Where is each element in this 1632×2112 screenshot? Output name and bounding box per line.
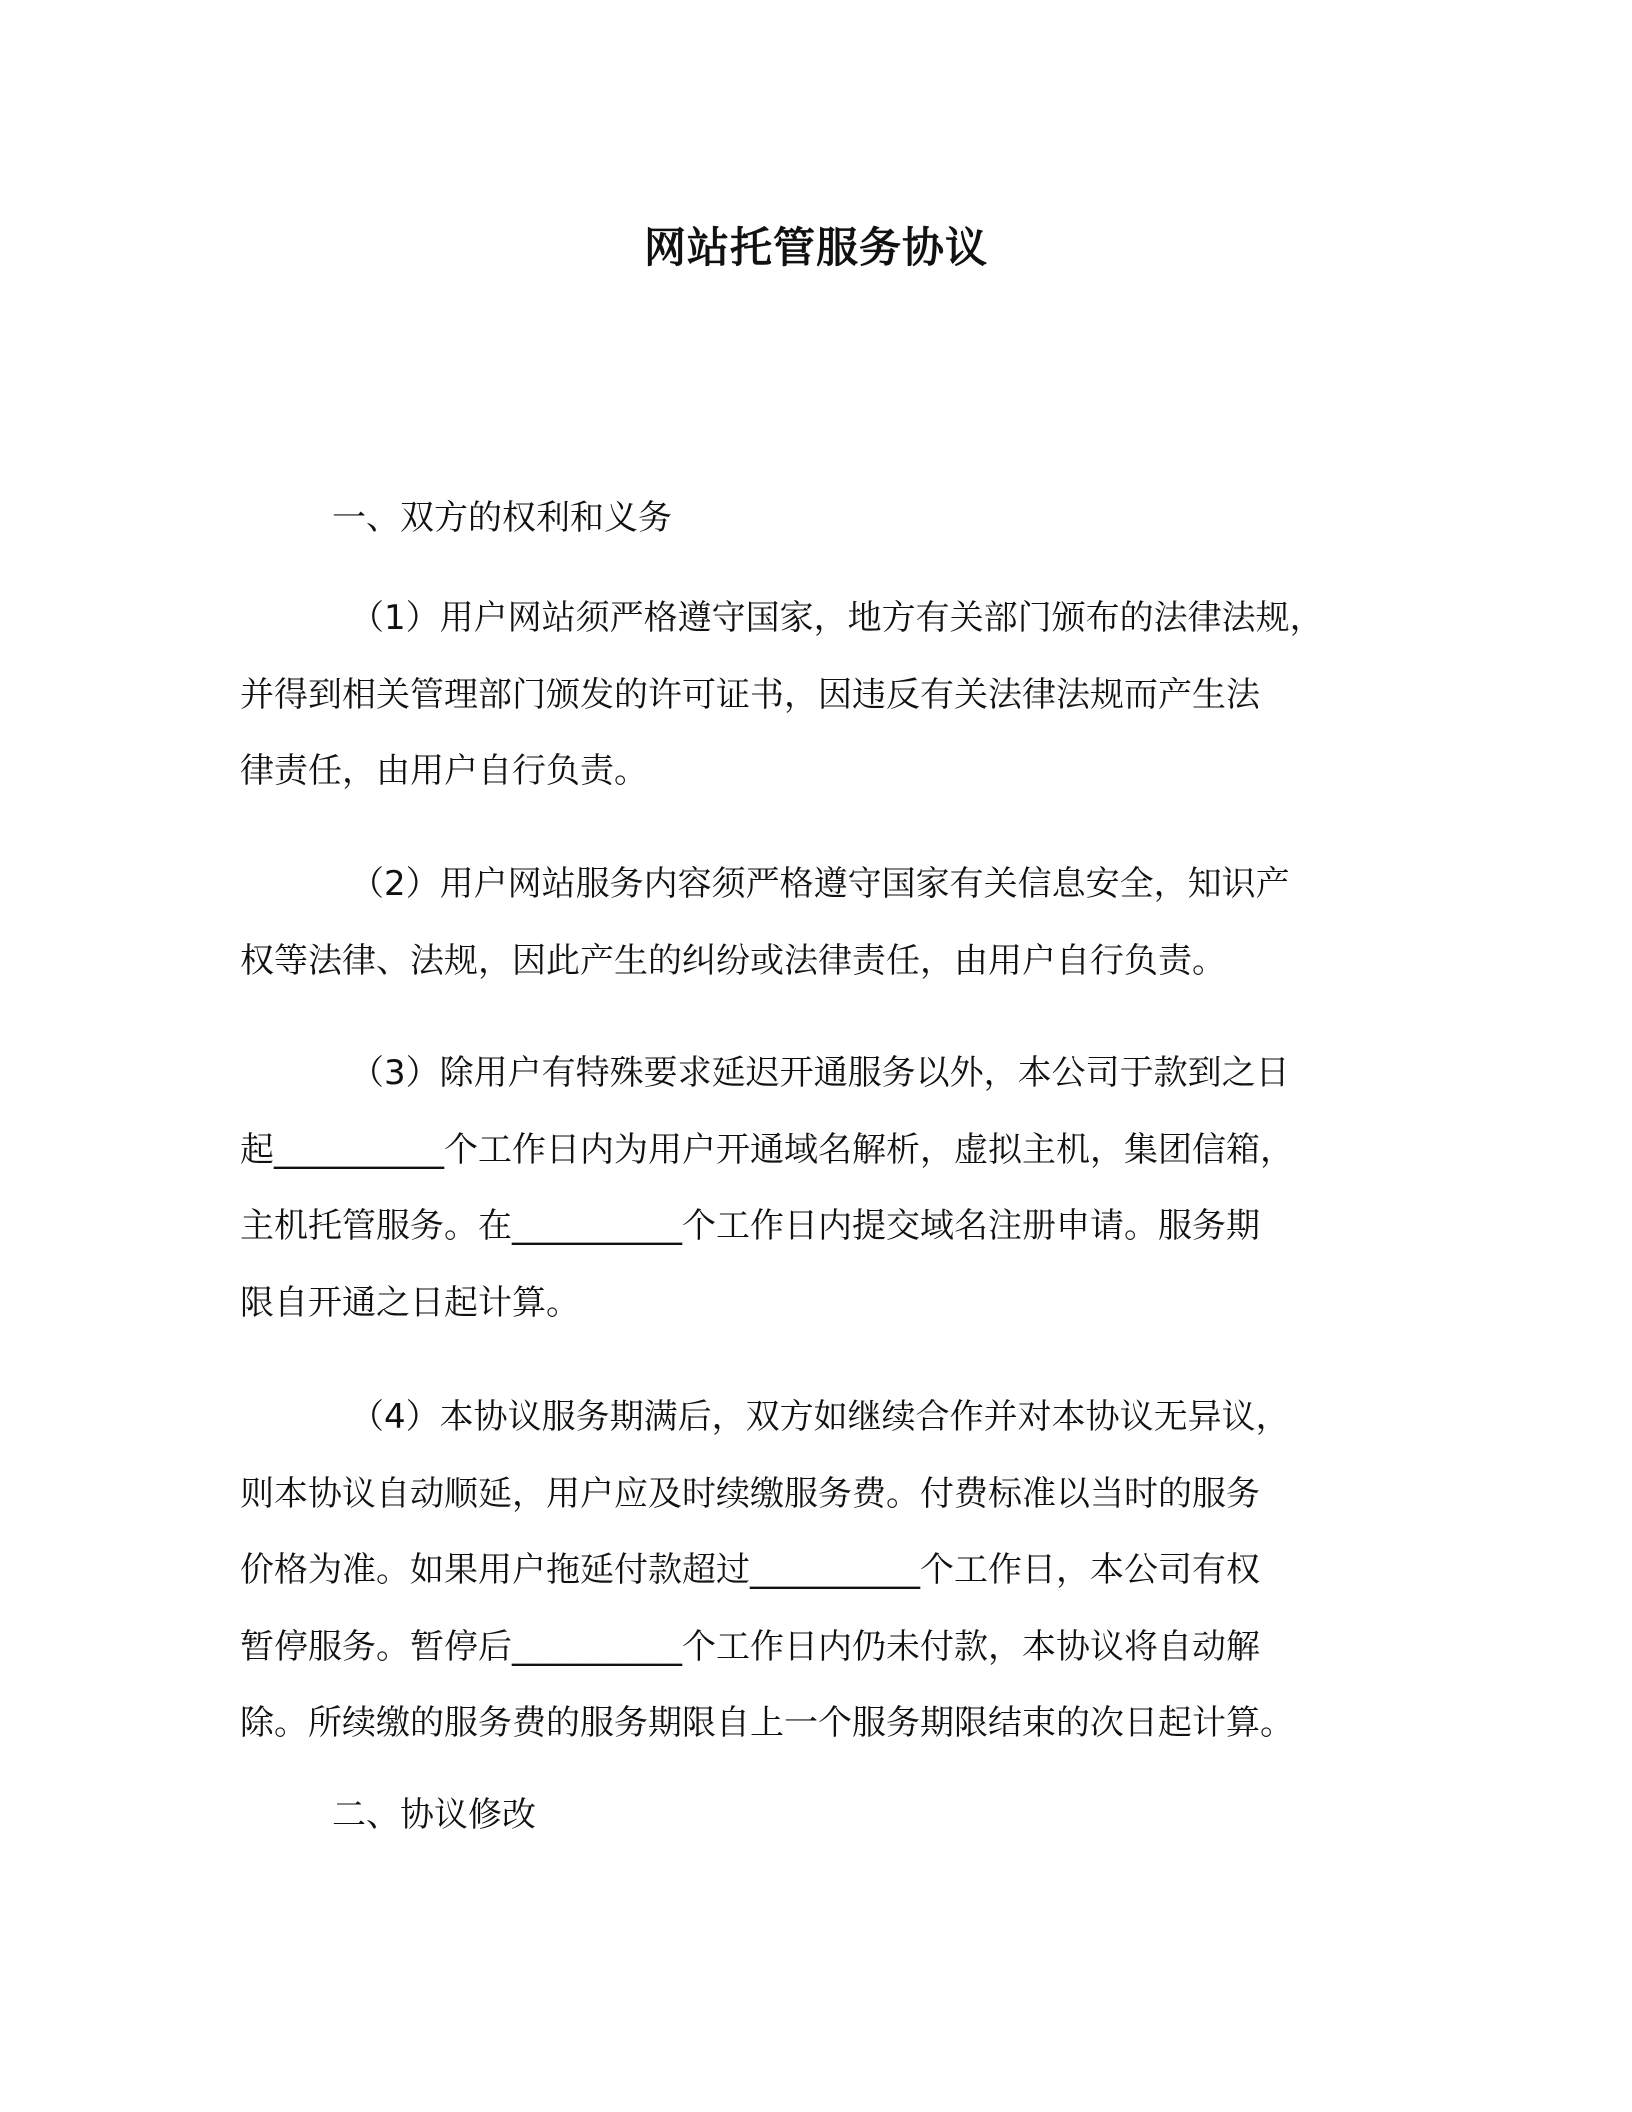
paragraph-line: （4）本协议服务期满后，双方如继续合作并对本协议无异议，	[350, 1397, 1290, 1437]
clause-2	[240, 846, 1392, 999]
clause-1	[240, 580, 1392, 810]
paragraph-line: （2）用户网站服务内容须严格遵守国家有关信息安全，知识产	[350, 864, 1290, 904]
paragraph-line: （3）除用户有特殊要求延迟开通服务以外，本公司于款到之日	[350, 1053, 1290, 1093]
paragraph-line: 限自开通之日起计算。	[240, 1282, 580, 1323]
paragraph-line: 价格为准。如果用户拖延付款超过__________个工作日，本公司有权	[240, 1550, 1260, 1590]
paragraph-line: 主机托管服务。在__________个工作日内提交域名注册申请。服务期	[240, 1206, 1260, 1246]
paragraph-line: （1）用户网站须严格遵守国家，地方有关部门颁布的法律法规，	[350, 598, 1324, 638]
paragraph-line: 律责任，由用户自行负责。	[240, 751, 648, 791]
paragraph-line: 起__________个工作日内为用户开通域名解析，虚拟主机，集团信箱，	[240, 1129, 1294, 1170]
paragraph-line: 权等法律、法规，因此产生的纠纷或法律责任，由用户自行负责。	[240, 940, 1226, 981]
section-heading-rights-obligations: 一、双方的权利和义务	[332, 498, 672, 538]
paragraph-line: 除。所续缴的服务费的服务期限自上一个服务期限结束的次日起计算。	[240, 1703, 1294, 1743]
clause-4	[240, 1379, 1392, 1762]
clause-3	[240, 1035, 1392, 1341]
document-title: 网站托管服务协议	[643, 223, 988, 272]
section-heading-agreement-modification: 二、协议修改	[332, 1795, 536, 1835]
paragraph-line: 并得到相关管理部门颁发的许可证书，因违反有关法律法规而产生法	[240, 674, 1260, 715]
paragraph-line: 暂停服务。暂停后__________个工作日内仍未付款，本协议将自动解	[240, 1626, 1260, 1667]
paragraph-line: 则本协议自动顺延，用户应及时续缴服务费。付费标准以当时的服务	[240, 1473, 1260, 1514]
